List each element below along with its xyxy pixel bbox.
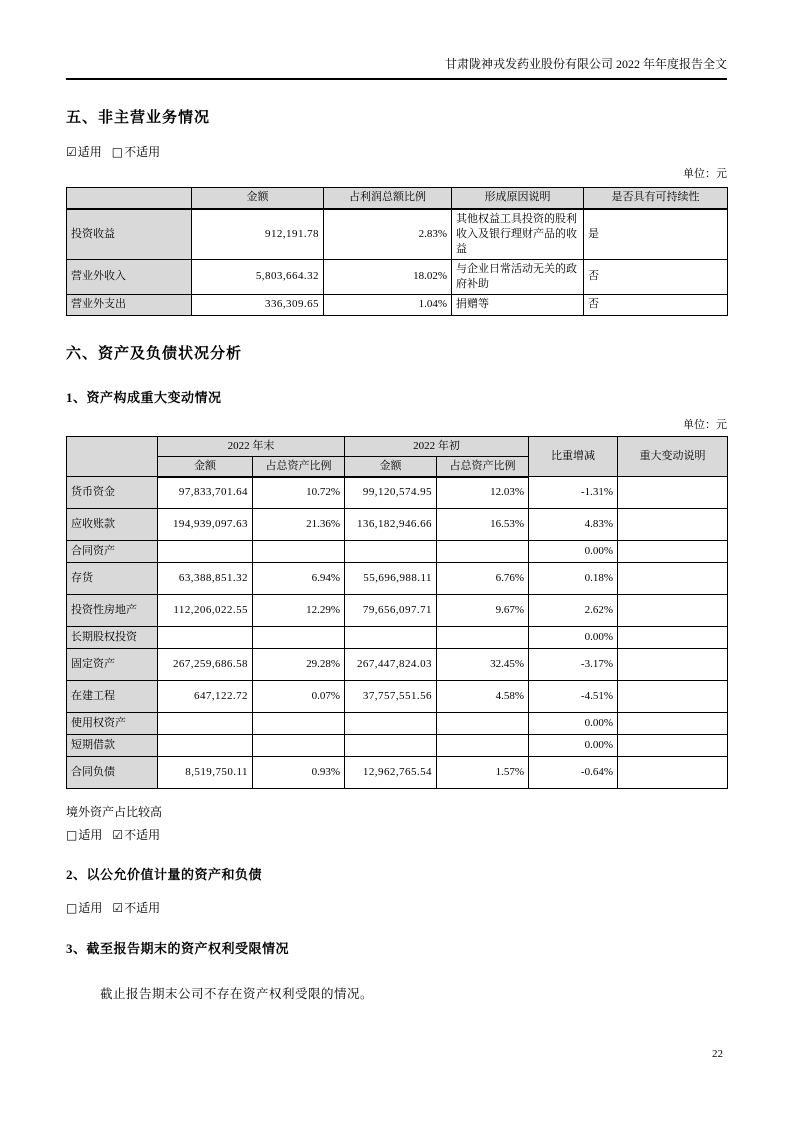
- sustainable-cell: 是: [584, 209, 728, 260]
- section6-sub1-title: 1、资产构成重大变动情况: [66, 389, 222, 405]
- ratio-cell: 18.02%: [324, 259, 452, 294]
- sub2-applicability: [66, 900, 727, 916]
- end-amount-cell: 194,939,097.63: [158, 509, 253, 541]
- t1-header-blank: [67, 188, 192, 209]
- checkbox-unchecked-icon: □: [66, 828, 78, 842]
- note-cell: [618, 477, 728, 509]
- t2-header-change: 比重增减: [529, 436, 618, 477]
- t1-header-sustainable: 是否具有可持续性: [584, 188, 728, 209]
- t2-subheader-ratio-begin: 占总资产比例: [437, 456, 529, 477]
- row-label: 固定资产: [67, 649, 158, 681]
- row-label: 投资收益: [67, 209, 192, 260]
- sustainable-cell: 否: [584, 259, 728, 294]
- table-row: [67, 477, 728, 509]
- change-cell: 2.62%: [529, 595, 618, 627]
- table-row: [67, 713, 728, 735]
- table-row: [67, 563, 728, 595]
- note-cell: [618, 649, 728, 681]
- overseas-applicability: [66, 827, 727, 843]
- row-label: 货币资金: [67, 477, 158, 509]
- t2-header-note: 重大变动说明: [618, 436, 728, 477]
- end-ratio-cell: 0.07%: [253, 681, 345, 713]
- end-ratio-cell: 21.36%: [253, 509, 345, 541]
- checkbox-unchecked-icon: □: [66, 901, 78, 915]
- end-amount-cell: [158, 735, 253, 757]
- page-number: 22: [712, 1048, 723, 1060]
- note-cell: [618, 713, 728, 735]
- begin-amount-cell: [345, 735, 437, 757]
- end-amount-cell: 97,833,701.64: [158, 477, 253, 509]
- t2-header-year-end: 2022 年末: [158, 436, 345, 456]
- checkbox-unchecked-icon: □: [111, 145, 124, 159]
- applicable-label: 适用: [77, 145, 102, 159]
- overseas-asset-note: 境外资产占比较高: [66, 805, 163, 819]
- end-ratio-cell: [253, 627, 345, 649]
- non-operating-business-table: [66, 187, 728, 316]
- begin-amount-cell: [345, 627, 437, 649]
- t2-subheader-amount-begin: 金额: [345, 456, 437, 477]
- checkbox-checked-icon: ☑: [112, 828, 124, 842]
- table-row: [67, 209, 728, 260]
- begin-ratio-cell: 1.57%: [437, 757, 529, 789]
- change-cell: 0.18%: [529, 563, 618, 595]
- not-applicable-label: 不适用: [124, 828, 161, 842]
- end-ratio-cell: 0.93%: [253, 757, 345, 789]
- end-amount-cell: 8,519,750.11: [158, 757, 253, 789]
- end-ratio-cell: [253, 713, 345, 735]
- table-row: [67, 649, 728, 681]
- change-cell: 0.00%: [529, 713, 618, 735]
- change-cell: 0.00%: [529, 735, 618, 757]
- note-cell: [618, 595, 728, 627]
- note-cell: [618, 541, 728, 563]
- change-cell: 0.00%: [529, 627, 618, 649]
- end-amount-cell: 63,388,851.32: [158, 563, 253, 595]
- end-ratio-cell: 6.94%: [253, 563, 345, 595]
- section6-title: 六、资产及负债状况分析: [66, 345, 243, 362]
- amount-cell: 5,803,664.32: [192, 259, 324, 294]
- begin-amount-cell: 37,757,551.56: [345, 681, 437, 713]
- t1-header-amount: 金额: [192, 188, 324, 209]
- not-applicable-label: 不适用: [124, 901, 161, 915]
- change-cell: 4.83%: [529, 509, 618, 541]
- change-cell: -0.64%: [529, 757, 618, 789]
- begin-ratio-cell: [437, 541, 529, 563]
- begin-ratio-cell: 32.45%: [437, 649, 529, 681]
- row-label: 投资性房地产: [67, 595, 158, 627]
- row-label: 长期股权投资: [67, 627, 158, 649]
- sub3-paragraph: 截止报告期末公司不存在资产权利受限的情况。: [100, 987, 374, 1001]
- begin-amount-cell: 12,962,765.54: [345, 757, 437, 789]
- section6-sub3-title: 3、截至报告期末的资产权利受限情况: [66, 941, 290, 956]
- reason-cell: 其他权益工具投资的股利收入及银行理财产品的收益: [452, 209, 584, 260]
- begin-ratio-cell: 16.53%: [437, 509, 529, 541]
- note-cell: [618, 563, 728, 595]
- note-cell: [618, 681, 728, 713]
- section5-title: 五、非主营业务情况: [66, 110, 211, 126]
- t2-header-blank: [67, 436, 158, 477]
- note-cell: [618, 735, 728, 757]
- table-header-row: [67, 188, 728, 209]
- note-cell: [618, 627, 728, 649]
- row-label: 营业外支出: [67, 294, 192, 315]
- row-label: 使用权资产: [67, 713, 158, 735]
- table-row: [67, 627, 728, 649]
- ratio-cell: 2.83%: [324, 209, 452, 260]
- begin-amount-cell: 267,447,824.03: [345, 649, 437, 681]
- end-amount-cell: 267,259,686.58: [158, 649, 253, 681]
- end-ratio-cell: 10.72%: [253, 477, 345, 509]
- table-row: [67, 294, 728, 315]
- row-label: 营业外收入: [67, 259, 192, 294]
- table-row: [67, 681, 728, 713]
- table-row: [67, 509, 728, 541]
- asset-composition-table: [66, 436, 728, 790]
- checkbox-checked-icon: ☑: [112, 901, 124, 915]
- t1-header-profit-ratio: 占利润总额比例: [324, 188, 452, 209]
- header-rule: [66, 78, 727, 80]
- begin-ratio-cell: [437, 735, 529, 757]
- end-ratio-cell: [253, 735, 345, 757]
- document-header-title: 甘肃陇神戎发药业股份有限公司 2022 年年度报告全文: [444, 57, 727, 71]
- sustainable-cell: 否: [584, 294, 728, 315]
- reason-cell: 捐赠等: [452, 294, 584, 315]
- t1-header-reason: 形成原因说明: [452, 188, 584, 209]
- applicable-label: 适用: [78, 828, 103, 842]
- table-row: [67, 541, 728, 563]
- end-ratio-cell: [253, 541, 345, 563]
- table-row: [67, 595, 728, 627]
- row-label: 合同资产: [67, 541, 158, 563]
- t2-header-year-begin: 2022 年初: [345, 436, 529, 456]
- begin-ratio-cell: [437, 627, 529, 649]
- note-cell: [618, 509, 728, 541]
- row-label: 在建工程: [67, 681, 158, 713]
- t2-subheader-amount-end: 金额: [158, 456, 253, 477]
- begin-ratio-cell: 9.67%: [437, 595, 529, 627]
- change-cell: 0.00%: [529, 541, 618, 563]
- row-label: 合同负债: [67, 757, 158, 789]
- end-amount-cell: [158, 627, 253, 649]
- end-ratio-cell: 12.29%: [253, 595, 345, 627]
- end-amount-cell: 112,206,022.55: [158, 595, 253, 627]
- table-row: [67, 757, 728, 789]
- table-header-row: [67, 436, 728, 456]
- change-cell: -3.17%: [529, 649, 618, 681]
- unit-label: 单位：元: [683, 168, 727, 180]
- begin-ratio-cell: 12.03%: [437, 477, 529, 509]
- section5-applicability: [66, 144, 727, 160]
- begin-amount-cell: 136,182,946.66: [345, 509, 437, 541]
- begin-amount-cell: [345, 713, 437, 735]
- begin-amount-cell: 55,696,988.11: [345, 563, 437, 595]
- t2-subheader-ratio-end: 占总资产比例: [253, 456, 345, 477]
- checkbox-checked-icon: ☑: [66, 145, 77, 159]
- end-amount-cell: [158, 713, 253, 735]
- change-cell: -4.51%: [529, 681, 618, 713]
- row-label: 存货: [67, 563, 158, 595]
- amount-cell: 336,309.65: [192, 294, 324, 315]
- row-label: 应收账款: [67, 509, 158, 541]
- end-amount-cell: [158, 541, 253, 563]
- ratio-cell: 1.04%: [324, 294, 452, 315]
- begin-amount-cell: [345, 541, 437, 563]
- section6-sub2-title: 2、以公允价值计量的资产和负债: [66, 867, 263, 882]
- row-label: 短期借款: [67, 735, 158, 757]
- table-row: [67, 735, 728, 757]
- begin-ratio-cell: 6.76%: [437, 563, 529, 595]
- unit-label: 单位：元: [683, 418, 727, 431]
- end-ratio-cell: 29.28%: [253, 649, 345, 681]
- reason-cell: 与企业日常活动无关的政府补助: [452, 259, 584, 294]
- applicable-label: 适用: [78, 901, 103, 915]
- amount-cell: 912,191.78: [192, 209, 324, 260]
- begin-amount-cell: 79,656,097.71: [345, 595, 437, 627]
- begin-amount-cell: 99,120,574.95: [345, 477, 437, 509]
- begin-ratio-cell: 4.58%: [437, 681, 529, 713]
- not-applicable-label: 不适用: [124, 145, 161, 159]
- note-cell: [618, 757, 728, 789]
- begin-ratio-cell: [437, 713, 529, 735]
- end-amount-cell: 647,122.72: [158, 681, 253, 713]
- change-cell: -1.31%: [529, 477, 618, 509]
- table-row: [67, 259, 728, 294]
